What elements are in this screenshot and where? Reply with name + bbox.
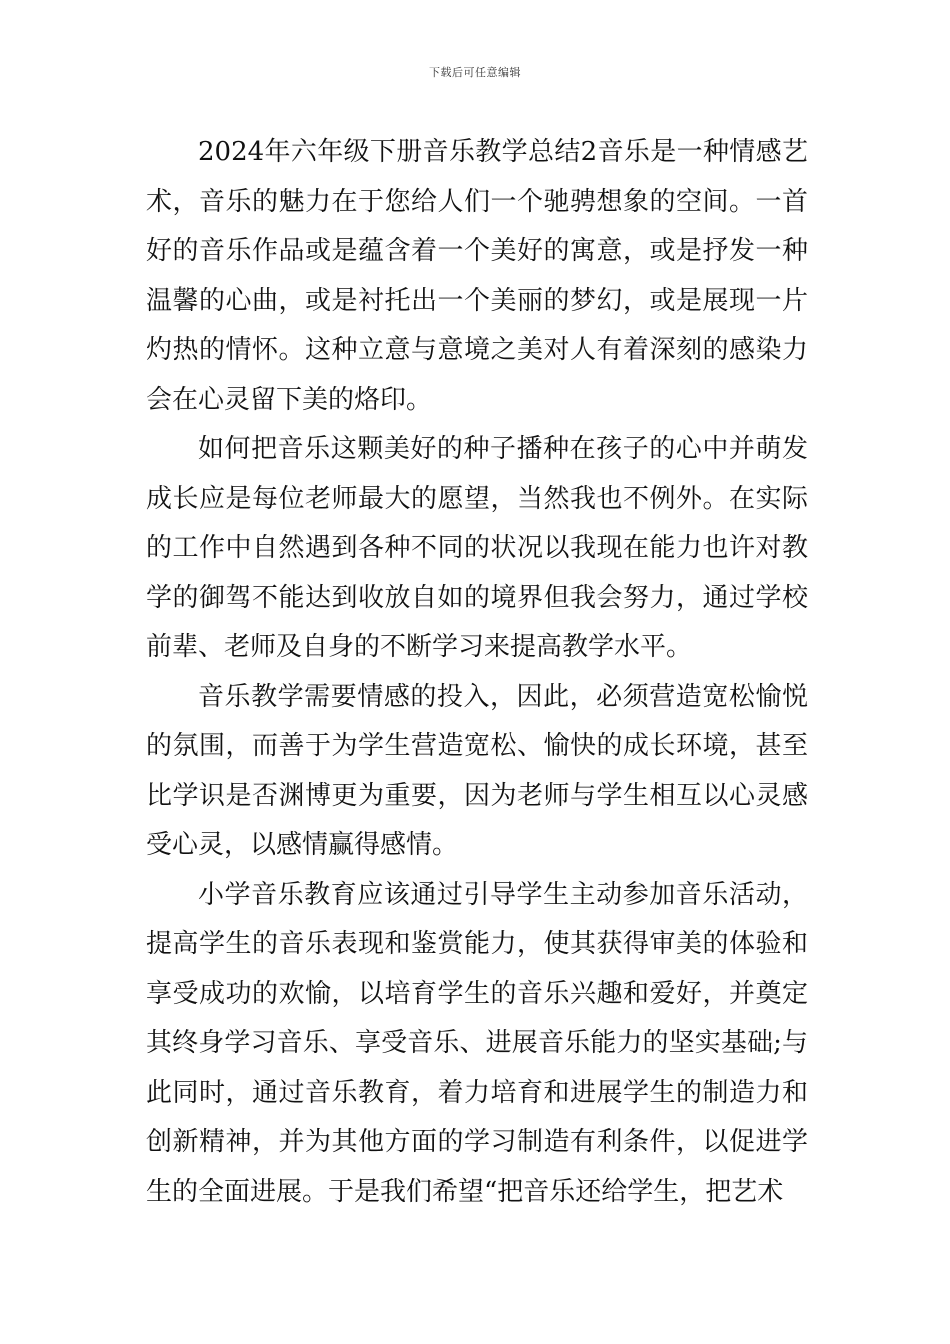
paragraph-1: 2024年六年级下册音乐教学总结2音乐是一种情感艺术，音乐的魅力在于您给人们一个驰骋想象的空间。一首好的音乐作品或是蕴含着一个美好的寓意，或是抒发一种温馨的心曲，或是衬托出一个美丽的梦幻，或是展现一片灼热的情怀。这种立意与意境之美对人有着深刻的感染力会在心灵留下美的烙印。 [146, 137, 808, 415]
document-body [146, 128, 808, 1217]
paragraph-4: 小学音乐教育应该通过引导学生主动参加音乐活动，提高学生的音乐表现和鉴赏能力，使其获得审美的体验和享受成功的欢愉，以培育学生的音乐兴趣和爱好，并奠定其终身学习音乐、享受音乐、进展音乐能力的坚实基础;与此同时，通过音乐教育，着力培育和进展学生的制造力和创新精神，并为其他方面的学习制造有利条件，以促进学生的全面进展。于是我们希望“把音乐还给学生，把艺术 [146, 879, 808, 1207]
page-header: 下载后可任意编辑 [429, 66, 521, 79]
paragraph-3: 音乐教学需要情感的投入，因此，必须营造宽松愉悦的氛围，而善于为学生营造宽松、愉快的成长环境，甚至比学识是否渊博更为重要，因为老师与学生相互以心灵感受心灵，以感情赢得感情。 [146, 681, 808, 860]
paragraph-2: 如何把音乐这颗美好的种子播种在孩子的心中并萌发成长应是每位老师最大的愿望，当然我也不例外。在实际的工作中自然遇到各种不同的状况以我现在能力也许对教学的御驾不能达到收放自如的境界但我会努力，通过学校前辈、老师及自身的不断学习来提高教学水平。 [146, 434, 808, 662]
